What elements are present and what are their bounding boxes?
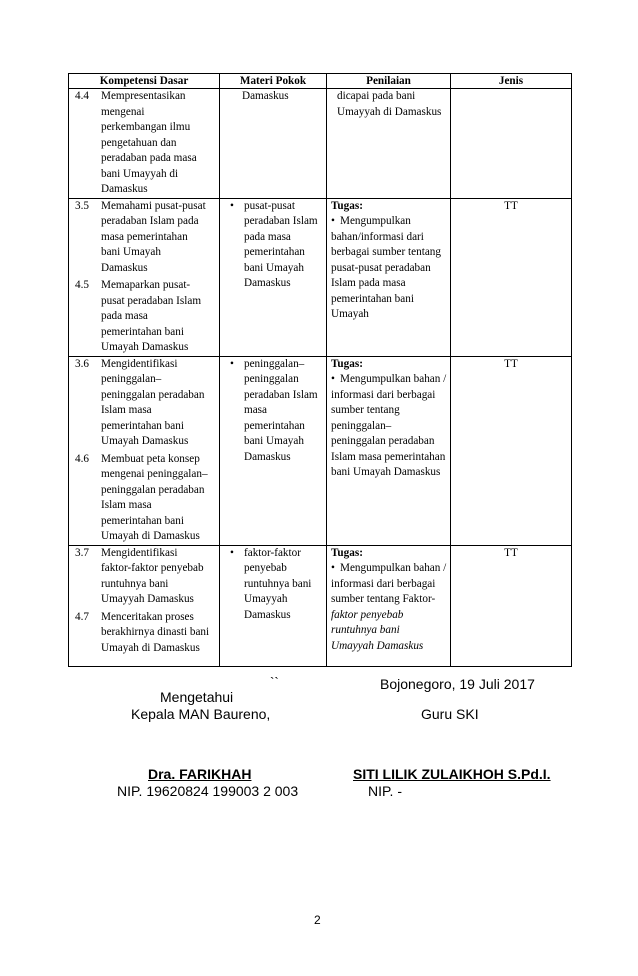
penilaian-text-line: Mengumpulkan bahan / xyxy=(340,373,447,385)
kd-text-line: Mengidentifikasi xyxy=(101,546,178,559)
kd-text-line: masa pemerintahan xyxy=(101,230,188,243)
table-row xyxy=(69,89,572,199)
bullet-icon: • xyxy=(230,357,234,370)
penilaian-text-line: Umayyah Damaskus xyxy=(331,639,424,652)
kd-text-line: Umayyah Damaskus xyxy=(101,593,194,605)
kd-text-line: pada masa xyxy=(101,310,148,322)
kd-text-line: Umayah di Damaskus xyxy=(101,530,200,542)
kd-text-line: Mempresentasikan xyxy=(101,90,186,102)
table-row xyxy=(69,545,572,667)
kd-text-line: Islam masa xyxy=(101,499,152,511)
materi-text-line: runtuhnya bani xyxy=(244,577,312,590)
materi-text-line: peninggalan– xyxy=(244,357,305,370)
materi-text-line: faktor-faktor xyxy=(244,546,301,559)
penilaian-text-line: Mengumpulkan xyxy=(340,215,411,227)
page-number: 2 xyxy=(314,913,321,927)
syllabus-table xyxy=(68,73,572,667)
signature-marks: `` xyxy=(270,674,279,689)
materi-text-line: pusat-pusat xyxy=(244,199,295,212)
kd-text-line: Memaparkan pusat- xyxy=(101,279,191,291)
penilaian-cell xyxy=(327,198,451,356)
penilaian-text-line: runtuhnya bani xyxy=(331,624,400,636)
kd-text-line: Membuat peta konsep xyxy=(101,452,200,465)
penilaian-cell xyxy=(327,545,451,667)
materi-cell xyxy=(220,356,327,545)
jenis-cell: TT xyxy=(451,356,572,545)
bullet-icon: • xyxy=(230,199,234,212)
kd-text-line: bani Umayyah di xyxy=(101,167,179,180)
penilaian-text-line: Umayah xyxy=(331,308,369,320)
kd-text-line: peninggalan peradaban xyxy=(101,388,205,401)
left-signer-title-1: Mengetahui xyxy=(160,689,234,705)
kd-cell xyxy=(69,89,220,199)
penilaian-cell xyxy=(327,89,451,199)
place-date: Bojonegoro, 19 Juli 2017 xyxy=(380,676,535,692)
materi-text-line: peradaban Islam xyxy=(244,215,318,227)
bullet-icon: • xyxy=(331,562,335,574)
penilaian-text-line: sumber tentang Faktor- xyxy=(331,593,436,605)
penilaian-text-line: Umayyah di Damaskus xyxy=(337,105,442,118)
kd-number: 4.4 xyxy=(75,90,89,102)
kd-text-line: mengenai peninggalan– xyxy=(101,468,208,480)
kd-text-line: peradaban pada masa xyxy=(101,152,197,164)
kd-cell xyxy=(69,356,220,545)
header-penilaian: Penilaian xyxy=(327,74,451,89)
penilaian-text-line: Islam masa pemerintahan xyxy=(331,450,446,463)
penilaian-text-line: pusat-pusat peradaban xyxy=(331,261,431,274)
header-materi-pokok: Materi Pokok xyxy=(220,74,327,89)
kd-text-line: Damaskus xyxy=(101,183,148,195)
materi-cell xyxy=(220,198,327,356)
kd-text-line: Memahami pusat-pusat xyxy=(101,199,206,212)
kd-number: 4.5 xyxy=(75,279,89,291)
kd-text-line: Mengidentifikasi xyxy=(101,357,178,370)
penilaian-text-line: bahan/informasi dari xyxy=(331,230,424,243)
penilaian-text-line: informasi dari berbagai xyxy=(331,577,436,590)
materi-text-line: peradaban Islam xyxy=(244,388,318,401)
penilaian-text-line: dicapai pada bani xyxy=(337,90,416,102)
jenis-cell xyxy=(451,89,572,199)
materi-text-line: Damaskus xyxy=(244,450,291,463)
kd-text-line: mengenai xyxy=(101,105,145,118)
kd-text-line: peninggalan– xyxy=(101,373,162,385)
kd-text-line: pemerintahan bani xyxy=(101,514,184,527)
kd-cell xyxy=(69,545,220,667)
bullet-icon: • xyxy=(230,546,234,559)
kd-text-line: berakhirnya dinasti bani xyxy=(101,626,210,638)
penilaian-text-line: peninggalan peradaban xyxy=(331,435,435,447)
left-signer-name: Dra. FARIKHAH xyxy=(148,766,252,782)
table-header-row xyxy=(69,74,572,89)
right-signer-nip: NIP. - xyxy=(368,783,402,799)
kd-text-line: bani Umayah xyxy=(101,246,161,258)
kd-text-line: faktor-faktor penyebab xyxy=(101,562,204,574)
kd-cell xyxy=(69,198,220,356)
table-row xyxy=(69,198,572,356)
kd-text-line: pemerintahan bani xyxy=(101,325,184,338)
penilaian-text-line: Mengumpulkan bahan / xyxy=(340,562,447,574)
left-signer-nip: NIP. 19620824 199003 2 003 xyxy=(117,783,299,799)
penilaian-text-line: sumber tentang xyxy=(331,404,400,416)
penilaian-text-line: bani Umayah Damaskus xyxy=(331,466,441,478)
kd-number: 4.6 xyxy=(75,452,89,465)
penilaian-cell xyxy=(327,356,451,545)
materi-text-line: Umayyah xyxy=(244,593,288,605)
kd-number: 3.5 xyxy=(75,199,89,212)
materi-text-line: penyebab xyxy=(244,562,287,574)
kd-text-line: Umayah Damaskus xyxy=(101,341,189,353)
kd-text-line: perkembangan ilmu xyxy=(101,121,191,133)
tugas-label: Tugas: xyxy=(331,357,363,370)
kd-text-line: peninggalan peradaban xyxy=(101,483,205,496)
bullet-icon: • xyxy=(331,215,335,227)
tugas-label: Tugas: xyxy=(331,546,363,559)
materi-text: Damaskus xyxy=(242,90,289,102)
table-row xyxy=(69,356,572,545)
kd-number: 3.6 xyxy=(75,357,89,370)
materi-cell xyxy=(220,545,327,667)
kd-text-line: Damaskus xyxy=(101,261,148,274)
kd-text-line: pengetahuan dan xyxy=(101,136,177,149)
penilaian-text-line: peninggalan– xyxy=(331,419,392,432)
penilaian-text-line: berbagai sumber tentang xyxy=(331,246,441,258)
penilaian-text-line: Islam pada masa xyxy=(331,277,406,289)
bullet-icon: • xyxy=(331,373,335,385)
jenis-cell: TT xyxy=(451,545,572,667)
kd-text-line: pemerintahan bani xyxy=(101,419,184,432)
tugas-label: Tugas: xyxy=(331,199,363,212)
left-signer-title-2: Kepala MAN Baureno, xyxy=(131,706,271,722)
kd-text-line: runtuhnya bani xyxy=(101,577,169,590)
penilaian-text-line: informasi dari berbagai xyxy=(331,388,436,401)
kd-text-line: Menceritakan proses xyxy=(101,610,194,623)
kd-text-line: Umayah Damaskus xyxy=(101,435,189,447)
materi-text-line: masa pemerintahan xyxy=(244,404,305,432)
materi-text-line: pada masa xyxy=(244,230,291,243)
right-signer-title: Guru SKI xyxy=(421,706,479,722)
materi-text-line: Damaskus xyxy=(244,608,291,621)
jenis-cell: TT xyxy=(451,198,572,356)
kd-number: 3.7 xyxy=(75,546,89,559)
materi-text-line: pemerintahan xyxy=(244,246,305,258)
kd-text-line: pusat peradaban Islam xyxy=(101,294,202,307)
header-jenis: Jenis xyxy=(451,74,572,89)
materi-text-line: peninggalan xyxy=(244,373,299,385)
kd-number: 4.7 xyxy=(75,610,89,623)
materi-text-line: bani Umayah xyxy=(244,261,304,274)
materi-text-line: Damaskus xyxy=(244,277,291,289)
kd-text-line: Islam masa xyxy=(101,404,152,416)
kd-text-line: Umayah di Damaskus xyxy=(101,641,200,654)
kd-text-line: peradaban Islam pada xyxy=(101,215,199,227)
materi-text-line: bani Umayah xyxy=(244,435,304,447)
penilaian-text-line: pemerintahan bani xyxy=(331,292,414,305)
right-signer-name: SITI LILIK ZULAIKHOH S.Pd.I. xyxy=(353,766,551,782)
materi-cell xyxy=(220,89,327,199)
header-kompetensi-dasar: Kompetensi Dasar xyxy=(69,74,220,89)
penilaian-text-line: faktor penyebab xyxy=(331,608,404,621)
